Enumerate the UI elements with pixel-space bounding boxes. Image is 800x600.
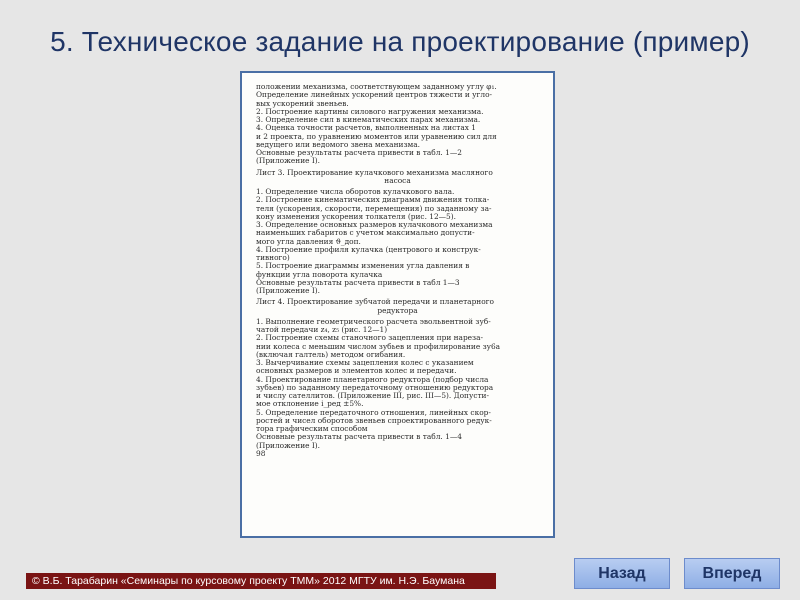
document-line: ведущего или ведомого звена механизма. bbox=[256, 140, 420, 149]
document-line: чатой передачи z₄, z₅ (рис. 12—1) bbox=[256, 326, 388, 334]
document-line: тивного) bbox=[256, 254, 290, 262]
document-line: 5. Определение передаточного отношения, линейных скор- bbox=[256, 408, 491, 417]
document-line: (включая галтель) методом огибания. bbox=[256, 350, 406, 359]
document-line: 4. Проектирование планетарного редуктора (подбор числа bbox=[256, 375, 489, 384]
document-line: кону изменения ускорения толкателя (рис. 12—5). bbox=[256, 212, 456, 221]
document-line: 2. Построение схемы станочного зацепления при нареза- bbox=[256, 334, 483, 343]
document-line: и числу сателлитов. (Приложение III, рис. III—5). Допусти- bbox=[256, 392, 489, 400]
document-line: насоса bbox=[384, 176, 411, 185]
next-button[interactable]: Вперед bbox=[684, 558, 780, 589]
document-line: Основные результаты расчета привести в табл. 1—4 bbox=[256, 433, 462, 442]
document-line: функции угла поворота кулачка bbox=[256, 270, 383, 279]
document-text bbox=[256, 83, 539, 458]
scanned-document-page bbox=[240, 71, 555, 538]
document-line: мого угла давления ϑ_доп. bbox=[256, 237, 361, 246]
document-line: Лист 3. Проектирование кулачкового механизма масляного bbox=[256, 168, 493, 177]
document-line: Определение линейных ускорений центров тяжести и угло- bbox=[256, 91, 493, 100]
document-line: (Приложение I). bbox=[256, 287, 321, 295]
document-line: тора графическим способом bbox=[256, 425, 368, 433]
copyright-footer: © В.Б. Тарабарин «Семинары по курсовому проекту ТММ» 2012 МГТУ им. Н.Э. Баумана bbox=[26, 573, 496, 589]
document-line: 1. Определение числа оборотов кулачкового вала. bbox=[256, 188, 455, 196]
document-line: 3. Вычерчивание схемы зацепления колес с указанием bbox=[256, 359, 474, 367]
document-line: 3. Определение сил в кинематических парах механизма. bbox=[256, 116, 481, 124]
document-line: основных размеров и элементов колес и передачи. bbox=[256, 367, 457, 376]
document-line: теля (ускорения, скорости, перемещения) по заданному за- bbox=[256, 204, 492, 213]
document-line: (Приложение I). bbox=[256, 441, 321, 450]
slide-title: 5. Техническое задание на проектирование (пример) bbox=[50, 26, 750, 57]
document-line: 4. Построение профиля кулачка (центрового и конструк- bbox=[256, 245, 481, 254]
document-line: и 2 проекта, по уравнению моментов или уравнению сил для bbox=[256, 132, 497, 141]
document-line: 2. Построение кинематических диаграмм движения толка- bbox=[256, 196, 490, 205]
document-line: Лист 4. Проектирование зубчатой передачи и планетарного bbox=[256, 298, 495, 307]
document-line: положении механизма, соответствующем заданному углу φ₁. bbox=[256, 83, 497, 91]
document-line: наименьших габаритов с учетом максимально допусти- bbox=[256, 229, 475, 238]
back-button[interactable]: Назад bbox=[574, 558, 670, 589]
document-line: Основные результаты расчета привести в табл 1—3 bbox=[256, 278, 460, 287]
document-line: вых ускорений звеньев. bbox=[256, 99, 349, 108]
document-line: 98 bbox=[256, 449, 266, 458]
document-line: Основные результаты расчета привести в табл. 1—2 bbox=[256, 149, 462, 157]
document-line: мое отклонение i_ред ±5%. bbox=[256, 400, 364, 409]
document-line: 5. Построение диаграммы изменения угла давления в bbox=[256, 262, 470, 271]
document-line: нии колеса с меньшим числом зубьев и профилирование зу6а bbox=[256, 342, 501, 351]
document-line: редуктора bbox=[377, 306, 418, 315]
document-line: 4. Оценка точности расчетов, выполненных на листах 1 bbox=[256, 124, 476, 133]
document-line: (Приложение I). bbox=[256, 157, 321, 166]
document-line: 2. Построение картины силового нагружения механизма. bbox=[256, 107, 484, 116]
document-line: 1. Выполнение геометрического расчета эвольвентной зуб- bbox=[256, 317, 491, 326]
document-line: 3. Определение основных размеров кулачкового механизма bbox=[256, 221, 493, 229]
document-line: ростей и чисел оборотов звеньев спроектированного редук- bbox=[256, 416, 492, 425]
document-line: зубьев) по заданному передаточному отношению редуктора bbox=[256, 383, 494, 392]
